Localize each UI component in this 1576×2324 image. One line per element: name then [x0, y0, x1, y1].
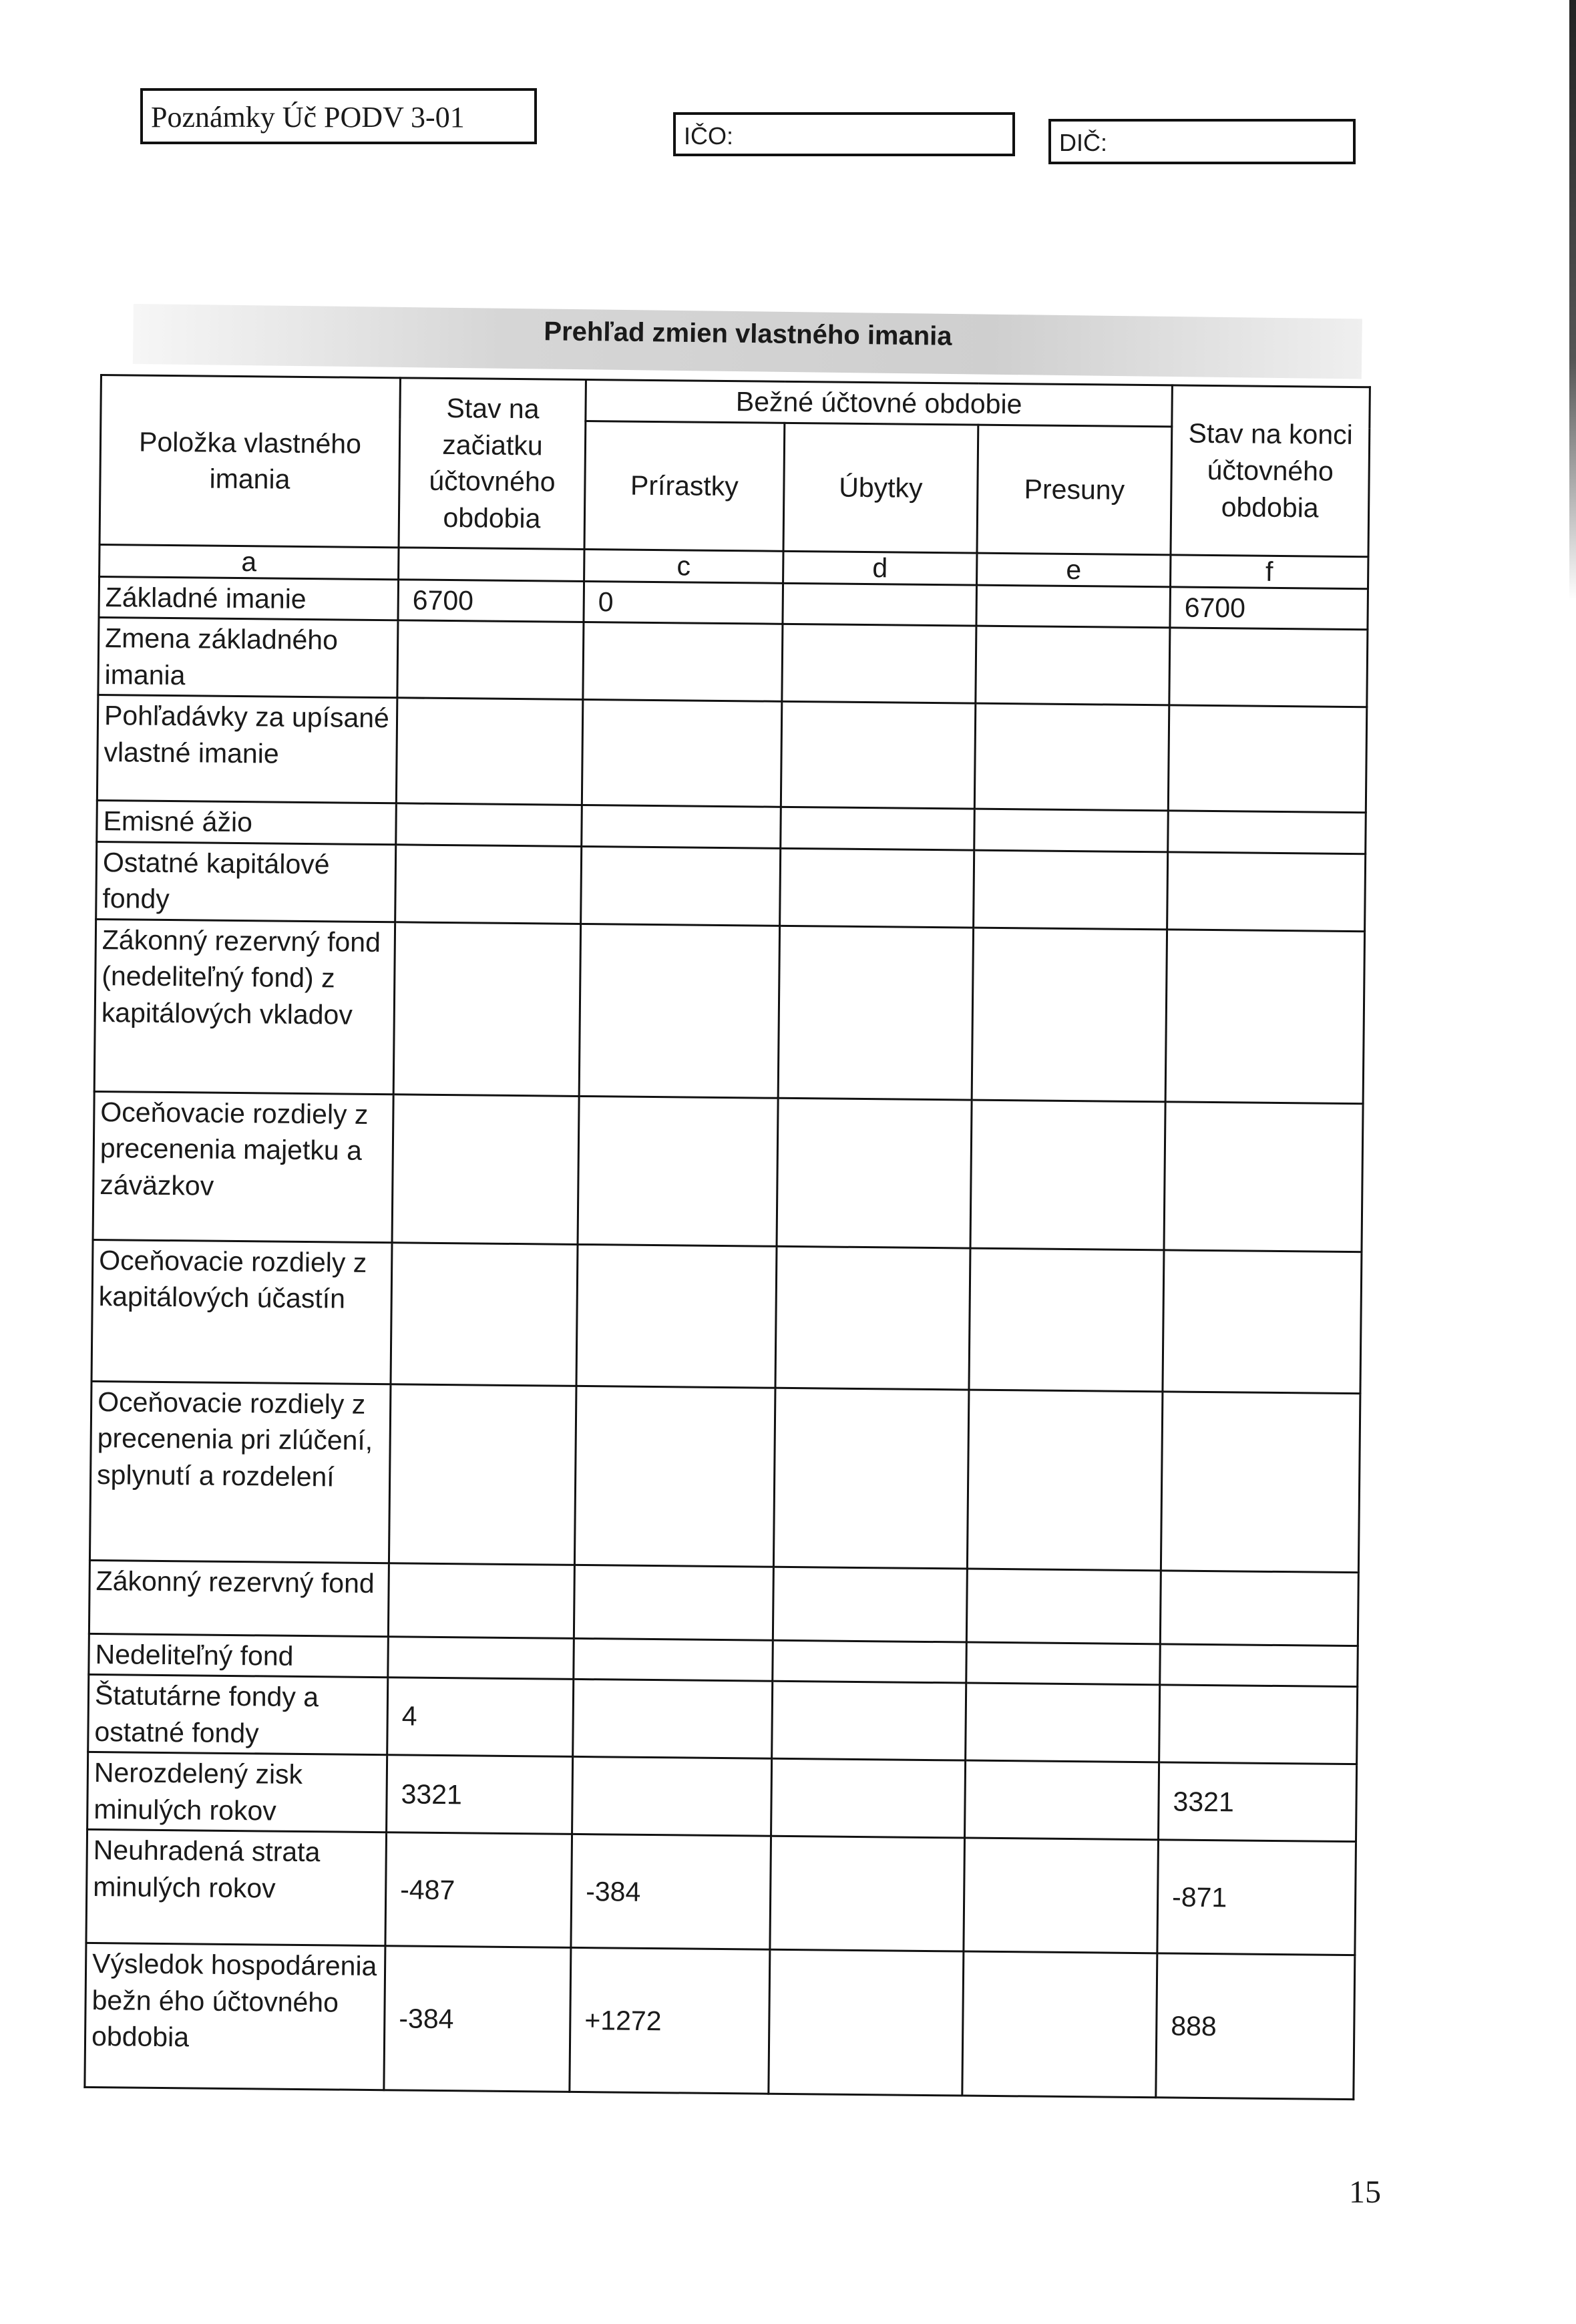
cell-start — [396, 803, 582, 846]
cell-transfers — [966, 1683, 1160, 1762]
page-title: Prehľad zmien vlastného imania — [544, 317, 952, 351]
cell-start: -487 — [385, 1832, 572, 1948]
cell-end — [1159, 1685, 1358, 1764]
cell-start — [391, 1242, 578, 1386]
cell-start — [396, 698, 583, 805]
cell-increases — [574, 1386, 775, 1567]
cell-start: -384 — [384, 1946, 571, 2092]
row-item-label: Oceňovacie rozdiely z precenenia majetku a záväzkov — [93, 1091, 393, 1242]
cell-transfers — [976, 626, 1170, 705]
cell-increases — [582, 700, 782, 807]
cell-decreases — [782, 624, 976, 703]
cell-increases: +1272 — [570, 1948, 770, 2094]
cell-end — [1164, 1102, 1363, 1252]
row-item-label: Zákonný rezervný fond (nedeliteľný fond) z kapitálových vkladov — [94, 919, 395, 1094]
header-transfers: Presuny — [977, 425, 1172, 555]
cell-start — [388, 1563, 574, 1638]
page-number: 15 — [1349, 2174, 1381, 2210]
equity-changes-table — [83, 374, 1371, 2100]
cell-increases — [573, 1680, 773, 1759]
cell-decreases — [773, 1567, 967, 1642]
cell-increases — [572, 1757, 772, 1836]
table-row — [88, 1675, 1358, 1764]
row-item-label: Zákonný rezervný fond — [89, 1560, 389, 1636]
cell-end: 888 — [1156, 1953, 1355, 2100]
cell-decreases — [773, 1388, 969, 1569]
cell-increases — [579, 924, 779, 1098]
row-item-label: Základné imanie — [99, 576, 399, 620]
ico-label: IČO: — [684, 122, 734, 150]
header-current-period: Bežné účtovné obdobie — [586, 379, 1173, 426]
table-row — [89, 1560, 1358, 1645]
table-row — [97, 695, 1366, 813]
cell-decreases — [777, 1098, 972, 1248]
table-body — [85, 544, 1368, 2100]
cell-end — [1169, 628, 1368, 707]
cell-transfers — [970, 1100, 1165, 1250]
cell-decreases — [781, 807, 975, 849]
dic-label: DIČ: — [1059, 129, 1107, 156]
cell-start — [397, 620, 584, 700]
cell-increases — [576, 1244, 777, 1388]
row-item-label: Štatutárne fondy a ostatné fondy — [88, 1675, 388, 1755]
cell-transfers — [974, 809, 1169, 851]
cell-transfers — [972, 928, 1167, 1102]
row-item-label: Oceňovacie rozdiely z precenenia pri zlúčení, splynutí a rozdelení — [89, 1381, 391, 1563]
cell-decreases — [770, 1836, 965, 1952]
cell-end: 6700 — [1170, 587, 1368, 630]
cell-start — [389, 1384, 576, 1565]
table-row — [91, 1239, 1362, 1393]
cell-decreases — [775, 1246, 970, 1390]
letter-a: a — [100, 544, 399, 579]
table-row — [96, 841, 1366, 931]
cell-increases — [574, 1565, 773, 1640]
header-increases: Prírastky — [584, 421, 785, 551]
cell-decreases — [771, 1758, 966, 1838]
cell-transfers — [964, 1838, 1159, 1953]
row-item-label: Výsledok hospodárenia bežn ého účtovného obdobia — [85, 1943, 385, 2090]
form-code-text: Poznámky Úč PODV 3-01 — [151, 101, 465, 134]
header-item: Položka vlastného imania — [100, 375, 400, 548]
dic-field[interactable] — [1048, 119, 1356, 164]
table-row — [87, 1752, 1357, 1842]
cell-start: 3321 — [387, 1755, 573, 1834]
cell-end — [1160, 1571, 1358, 1646]
table-row — [98, 618, 1368, 707]
table-row — [94, 919, 1364, 1103]
form-code-box — [140, 88, 537, 144]
header-decreases: Úbytky — [783, 423, 978, 553]
row-item-label: Zmena základného imania — [98, 618, 398, 698]
cell-transfers — [965, 1760, 1159, 1840]
cell-end — [1161, 1392, 1360, 1573]
cell-decreases — [772, 1681, 966, 1760]
cell-increases — [581, 846, 781, 926]
row-item-label: Nerozdelený zisk minulých rokov — [87, 1752, 387, 1832]
cell-transfers — [969, 1248, 1164, 1392]
header-end: Stav na konci účtovného obdobia — [1171, 385, 1370, 556]
cell-start — [388, 1636, 574, 1679]
cell-increases: -384 — [571, 1834, 771, 1950]
row-item-label: Pohľadávky za upísané vlastné imanie — [97, 695, 397, 803]
cell-transfers — [974, 850, 1168, 930]
cell-end: 3321 — [1159, 1762, 1357, 1842]
cell-start — [392, 1094, 579, 1244]
cell-transfers — [962, 1951, 1157, 2098]
cell-start — [393, 922, 580, 1096]
cell-increases — [582, 805, 781, 848]
cell-decreases — [773, 1640, 967, 1683]
cell-increases: 0 — [584, 581, 783, 624]
scan-edge-shadow — [1569, 0, 1576, 601]
cell-start — [395, 844, 582, 924]
cell-transfers — [966, 1642, 1161, 1685]
cell-increases — [578, 1096, 778, 1246]
cell-start: 6700 — [398, 579, 584, 622]
cell-end — [1165, 930, 1364, 1104]
table-row — [89, 1381, 1360, 1572]
cell-increases — [583, 622, 783, 702]
cell-decreases — [781, 701, 976, 809]
ico-field[interactable] — [673, 112, 1015, 156]
letter-e: e — [977, 553, 1171, 587]
table-row — [93, 1091, 1363, 1251]
table-row — [85, 1943, 1355, 2100]
row-item-label: Ostatné kapitálové fondy — [96, 841, 396, 922]
cell-transfers — [967, 1390, 1163, 1571]
cell-end — [1168, 705, 1367, 813]
row-item-label: Neuhradená strata minulých rokov — [86, 1830, 387, 1946]
cell-increases — [574, 1638, 773, 1681]
cell-transfers — [966, 1569, 1161, 1644]
letter-f: f — [1171, 554, 1368, 588]
cell-transfers — [976, 585, 1171, 628]
cell-decreases — [769, 1950, 964, 2096]
row-item-label: Nedeliteľný fond — [89, 1633, 389, 1678]
cell-decreases — [780, 848, 974, 928]
table-row — [86, 1830, 1356, 1955]
cell-end — [1167, 852, 1366, 932]
cell-decreases — [783, 583, 977, 626]
letter-b — [399, 547, 584, 581]
cell-transfers — [974, 703, 1169, 811]
cell-end — [1168, 811, 1366, 853]
letter-c: c — [584, 549, 783, 583]
letter-d: d — [783, 551, 977, 585]
row-item-label: Emisné ážio — [97, 801, 397, 845]
cell-end — [1160, 1644, 1358, 1687]
cell-end — [1163, 1250, 1362, 1394]
header-start: Stav na začiatku účtovného obdobia — [399, 378, 586, 549]
cell-end: -871 — [1157, 1840, 1356, 1955]
cell-decreases — [778, 926, 973, 1100]
row-item-label: Oceňovacie rozdiely z kapitálových účastín — [91, 1239, 392, 1384]
cell-start: 4 — [387, 1678, 574, 1757]
